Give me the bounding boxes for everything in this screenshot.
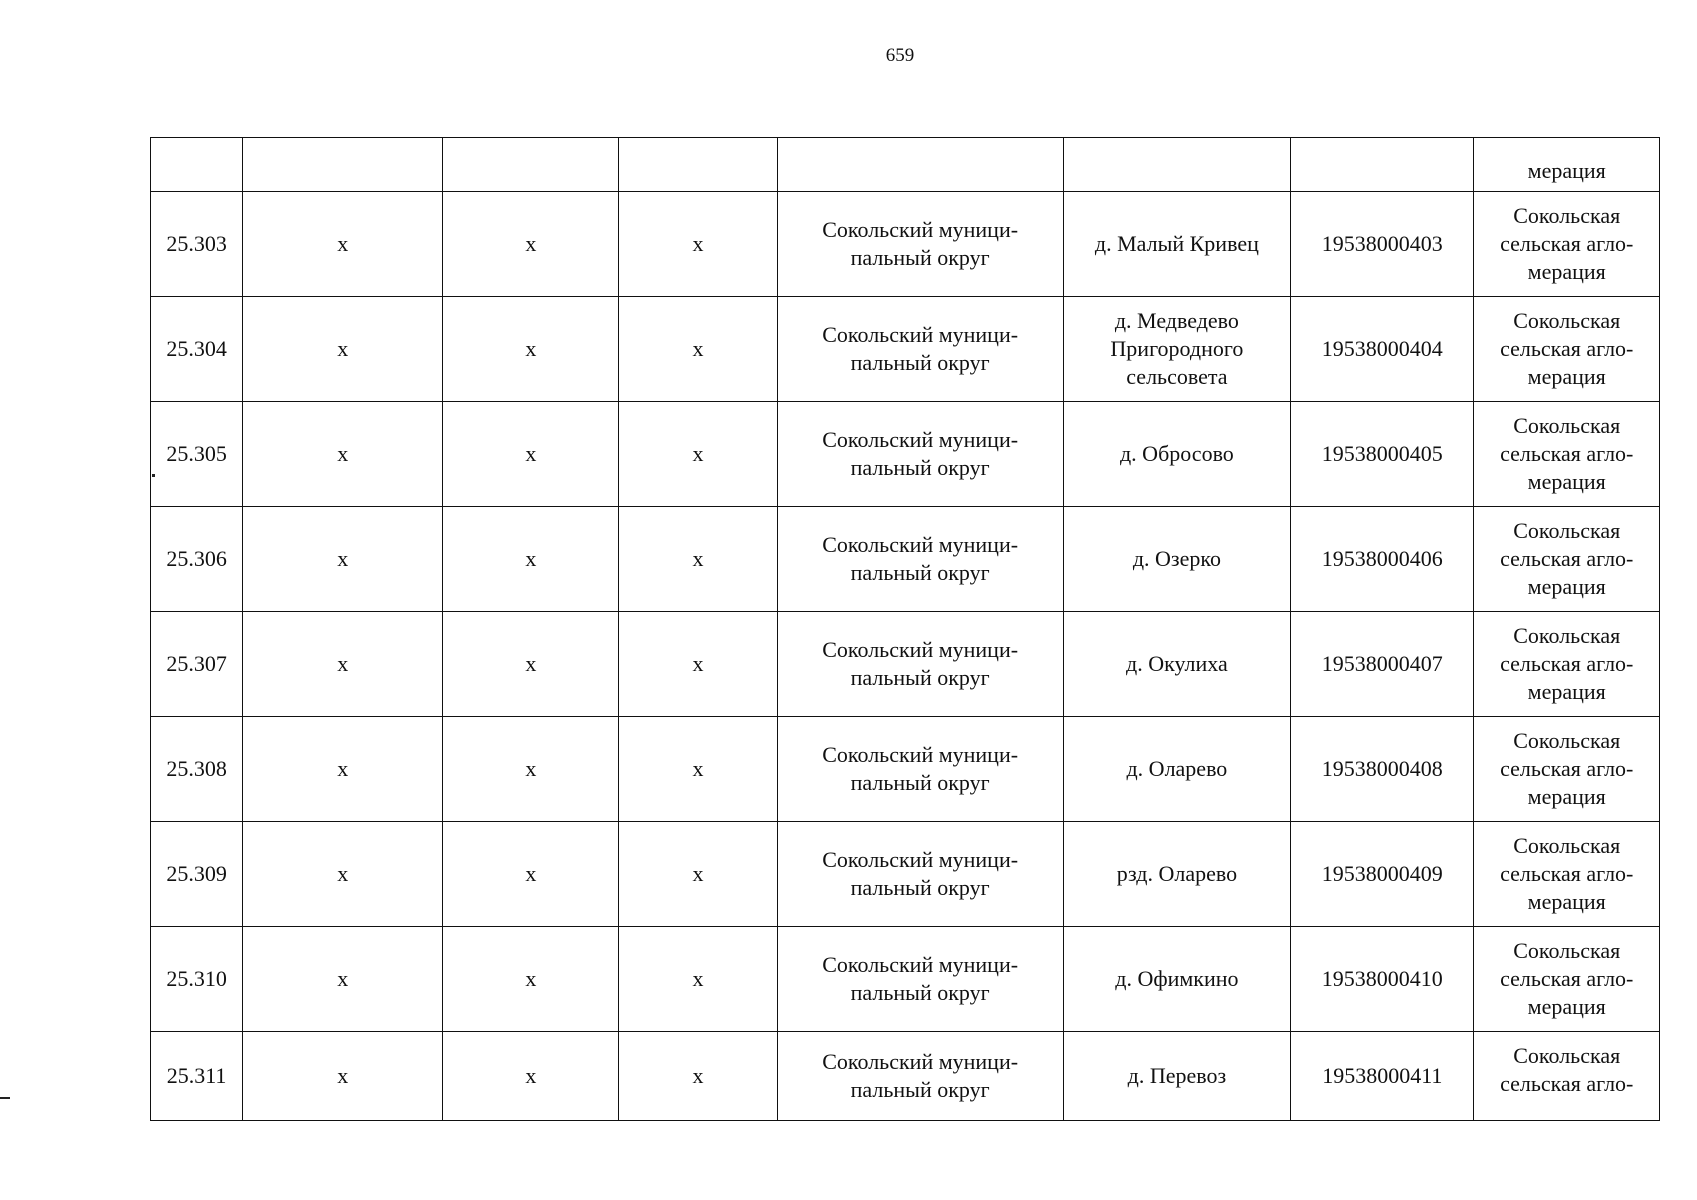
row-number-cell: 25.308 [151,717,243,822]
table-row [151,297,1660,402]
municipal-district-cell: Сокольский муници- пальный округ [777,1032,1063,1121]
table-row [151,1032,1660,1121]
placeholder-x-cell: х [443,507,619,612]
placeholder-x-cell: х [243,612,443,717]
agglomeration-cell: Сокольская сельская агло- мерация [1474,192,1660,297]
agglomeration-cell: Сокольская сельская агло- мерация [1474,402,1660,507]
row-number-cell: 25.309 [151,822,243,927]
municipal-district-cell: Сокольский муници- пальный округ [777,402,1063,507]
placeholder-x-cell: х [243,717,443,822]
cell-empty [243,138,443,192]
settlement-name-cell: д. Офимкино [1063,927,1290,1032]
agglomeration-cell: Сокольская сельская агло- мерация [1474,612,1660,717]
placeholder-x-cell: х [619,717,777,822]
placeholder-x-cell: х [619,402,777,507]
row-number-cell: 25.306 [151,507,243,612]
placeholder-x-cell: х [619,927,777,1032]
municipal-district-cell: Сокольский муници- пальный округ [777,192,1063,297]
scan-artifact-dash [0,1097,10,1099]
settlement-name-cell: д. Перевоз [1063,1032,1290,1121]
agglomeration-cell: Сокольская сельская агло- [1474,1032,1660,1121]
municipal-district-cell: Сокольский муници- пальный округ [777,717,1063,822]
row-number-cell: 25.310 [151,927,243,1032]
municipal-district-cell: Сокольский муници- пальный округ [777,612,1063,717]
row-number-cell: 25.304 [151,297,243,402]
table-row [151,192,1660,297]
table-body [151,138,1660,1121]
oktmo-code-cell: 19538000406 [1291,507,1474,612]
agglomeration-cell: Сокольская сельская агло- мерация [1474,927,1660,1032]
table-row [151,507,1660,612]
cell-empty [1063,138,1290,192]
placeholder-x-cell: х [619,297,777,402]
table-row [151,402,1660,507]
oktmo-code-cell: 19538000407 [1291,612,1474,717]
placeholder-x-cell: х [619,192,777,297]
continuation-row [151,138,1660,192]
oktmo-code-cell: 19538000405 [1291,402,1474,507]
placeholder-x-cell: х [443,717,619,822]
cell-empty [443,138,619,192]
cell-empty [151,138,243,192]
placeholder-x-cell: х [443,612,619,717]
placeholder-x-cell: х [243,1032,443,1121]
settlement-name-cell: д. Малый Кривец [1063,192,1290,297]
placeholder-x-cell: х [619,612,777,717]
placeholder-x-cell: х [443,402,619,507]
oktmo-code-cell: 19538000408 [1291,717,1474,822]
table-row [151,927,1660,1032]
agglomeration-cell: Сокольская сельская агло- мерация [1474,717,1660,822]
row-number-cell: 25.307 [151,612,243,717]
cell-empty [619,138,777,192]
placeholder-x-cell: х [443,1032,619,1121]
oktmo-code-cell: 19538000404 [1291,297,1474,402]
placeholder-x-cell: х [443,927,619,1032]
table-row [151,822,1660,927]
agglomeration-cell: Сокольская сельская агло- мерация [1474,297,1660,402]
settlement-name-cell: д. Обросово [1063,402,1290,507]
placeholder-x-cell: х [619,1032,777,1121]
row-number-cell: 25.303 [151,192,243,297]
placeholder-x-cell: х [443,192,619,297]
placeholder-x-cell: х [243,927,443,1032]
placeholder-x-cell: х [443,297,619,402]
agglomeration-cell: Сокольская сельская агло- мерация [1474,507,1660,612]
oktmo-code-cell: 19538000403 [1291,192,1474,297]
placeholder-x-cell: х [619,507,777,612]
row-number-cell: 25.311 [151,1032,243,1121]
settlement-name-cell: д. Оларево [1063,717,1290,822]
agglomeration-cell: мерация [1474,138,1660,192]
municipal-district-cell: Сокольский муници- пальный округ [777,822,1063,927]
page-number: 659 [885,45,915,66]
oktmo-code-cell: 19538000409 [1291,822,1474,927]
municipal-district-cell: Сокольский муници- пальный округ [777,927,1063,1032]
municipal-district-cell: Сокольский муници- пальный округ [777,507,1063,612]
placeholder-x-cell: х [243,822,443,927]
cell-empty [1291,138,1474,192]
placeholder-x-cell: х [619,822,777,927]
agglomeration-cell: Сокольская сельская агло- мерация [1474,822,1660,927]
settlements-table [150,137,1660,1121]
placeholder-x-cell: х [243,192,443,297]
placeholder-x-cell: х [243,402,443,507]
row-number-cell: 25.305 [151,402,243,507]
oktmo-code-cell: 19538000411 [1291,1032,1474,1121]
oktmo-code-cell: 19538000410 [1291,927,1474,1032]
settlement-name-cell: рзд. Оларево [1063,822,1290,927]
placeholder-x-cell: х [243,297,443,402]
municipal-district-cell: Сокольский муници- пальный округ [777,297,1063,402]
cell-empty [777,138,1063,192]
settlement-name-cell: д. Медведево Пригородного сельсовета [1063,297,1290,402]
placeholder-x-cell: х [443,822,619,927]
placeholder-x-cell: х [243,507,443,612]
settlement-name-cell: д. Озерко [1063,507,1290,612]
table-row [151,717,1660,822]
table-row [151,612,1660,717]
settlement-name-cell: д. Окулиха [1063,612,1290,717]
